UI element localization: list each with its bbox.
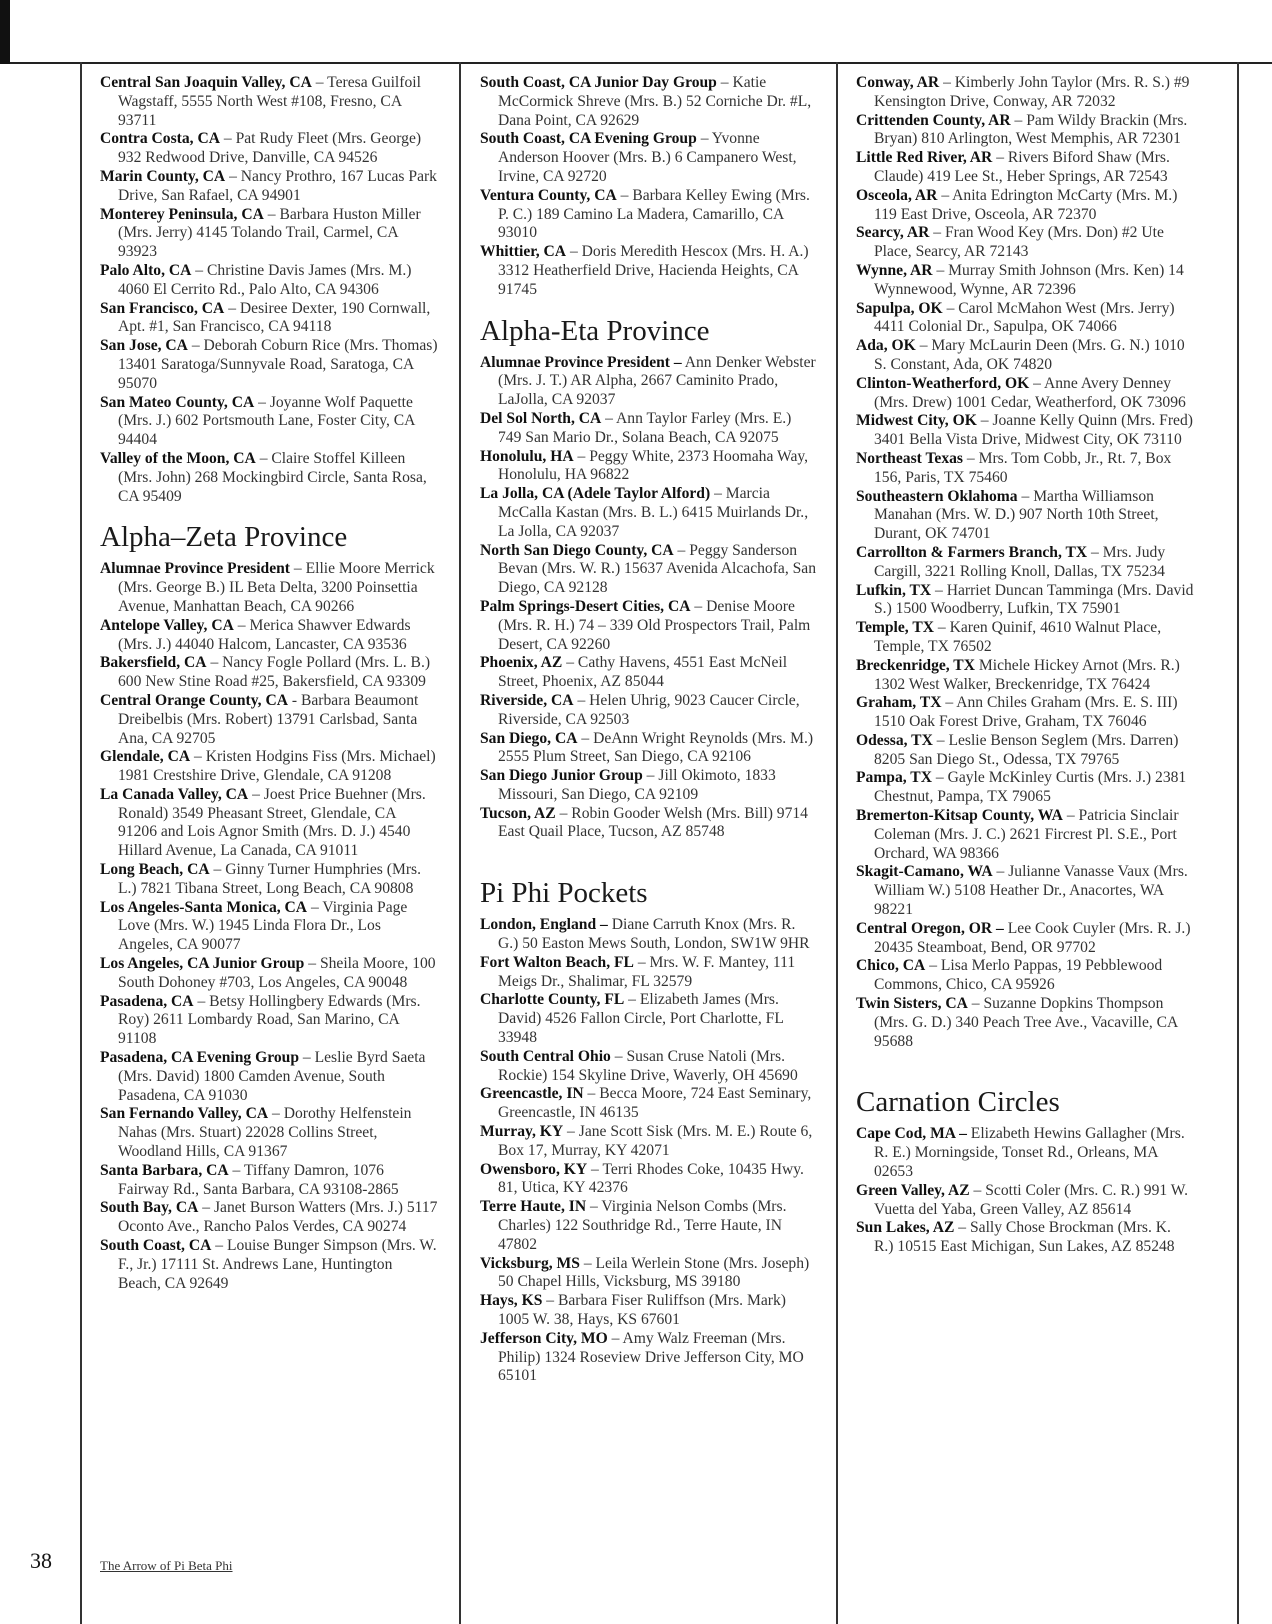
directory-entry bbox=[856, 149, 1194, 187]
entry-contact-text: Elizabeth Hewins Gallagher (Mrs. R. E.) Morningside, Tonset Rd., Orleans, MA 02653 bbox=[874, 1125, 1185, 1181]
entry-chapter-name: Charlotte County, FL bbox=[480, 991, 625, 1009]
directory-entry bbox=[856, 657, 1194, 695]
entry-chapter-name: La Jolla, CA (Adele Taylor Alford) bbox=[480, 485, 711, 503]
entry-contact-text: – Yvonne Anderson Hoover (Mrs. B.) 6 Campanero West, Irvine, CA 92720 bbox=[498, 130, 797, 185]
entry-contact-text: – Teresa Guilfoil Wagstaff, 5555 North West #108, Fresno, CA 93711 bbox=[118, 74, 421, 129]
directory-entry bbox=[480, 1161, 818, 1199]
entry-contact-text: – Suzanne Dopkins Thompson (Mrs. G. D.) 340 Peach Tree Ave., Vacaville, CA 95688 bbox=[874, 995, 1178, 1050]
entry-chapter-name: Bremerton-Kitsap County, WA bbox=[856, 807, 1063, 825]
entry-chapter-name: Pampa, TX bbox=[856, 769, 932, 787]
entry-chapter-name: South Bay, CA bbox=[100, 1199, 199, 1217]
entry-contact-text: – Gayle McKinley Curtis (Mrs. J.) 2381 Chestnut, Pampa, TX 79065 bbox=[874, 769, 1187, 806]
entry-contact-text: Diane Carruth Knox (Mrs. R. G.) 50 Easton Mews South, London, SW1W 9HR bbox=[498, 916, 810, 953]
directory-entry bbox=[480, 130, 818, 186]
entry-chapter-name: Clinton-Weatherford, OK bbox=[856, 374, 1030, 392]
directory-entry bbox=[100, 1049, 438, 1105]
section-heading: Alpha-Eta Province bbox=[480, 314, 710, 347]
entry-contact-text: – Sheila Moore, 100 South Dohoney #703, Los Angeles, CA 90048 bbox=[118, 955, 436, 991]
directory-entry bbox=[856, 450, 1194, 488]
entry-chapter-name: Honolulu, HA bbox=[480, 447, 574, 465]
entry-chapter-name: Little Red River, AR bbox=[856, 149, 993, 167]
entry-chapter-name: Glendale, CA bbox=[100, 748, 191, 766]
directory-entry bbox=[480, 654, 818, 692]
entry-chapter-name: Central Orange County, CA bbox=[100, 691, 288, 709]
directory-entry bbox=[480, 730, 818, 768]
entry-chapter-name: Tucson, AZ bbox=[480, 804, 556, 822]
entry-contact-text: – Susan Cruse Natoli (Mrs. Rockie) 154 Skyline Drive, Waverly, OH 45690 bbox=[498, 1047, 798, 1084]
entry-chapter-name: Ada, OK bbox=[856, 337, 916, 355]
entry-contact-text: – Becca Moore, 724 East Seminary, Greencastle, IN 46135 bbox=[498, 1085, 812, 1122]
entry-chapter-name: Central San Joaquin Valley, CA bbox=[100, 74, 312, 91]
directory-entry bbox=[856, 187, 1194, 225]
entry-contact-text: – Tiffany Damron, 1076 Fairway Rd., Santa Barbara, CA 93108-2865 bbox=[118, 1161, 399, 1198]
directory-entry bbox=[856, 694, 1194, 732]
entry-contact-text: – Patricia Sinclair Coleman (Mrs. J. C.) 2621 Fircrest Pl. S.E., Port Orchard, WA 98366 bbox=[874, 807, 1179, 862]
entry-contact-text: – Lisa Merlo Pappas, 19 Pebblewood Commons, Chico, CA 95926 bbox=[874, 957, 1163, 994]
directory-entry bbox=[100, 337, 438, 393]
entry-contact-text: – Terri Rhodes Coke, 10435 Hwy. 81, Utica, KY 42376 bbox=[498, 1160, 804, 1197]
entry-contact-text: – Martha Williamson Manahan (Mrs. W. D.) 907 North 10th Street, Durant, OK 74701 bbox=[874, 487, 1159, 543]
directory-entry bbox=[856, 807, 1194, 863]
directory-entry bbox=[480, 767, 818, 805]
entry-chapter-name: Sapulpa, OK bbox=[856, 299, 943, 317]
directory-entry bbox=[856, 1182, 1194, 1220]
entry-chapter-name: Skagit-Camano, WA bbox=[856, 863, 993, 881]
directory-entry bbox=[100, 206, 438, 262]
entry-chapter-name: Crittenden County, AR bbox=[856, 111, 1011, 129]
entry-chapter-name: Phoenix, AZ bbox=[480, 654, 563, 672]
directory-entry bbox=[100, 560, 438, 616]
footer-publication-title: The Arrow of Pi Beta Phi bbox=[100, 1558, 233, 1573]
entry-contact-text: – Leila Werlein Stone (Mrs. Joseph) 50 Chapel Hills, Vicksburg, MS 39180 bbox=[498, 1254, 810, 1291]
entry-contact-text: – Jill Okimoto, 1833 Missouri, San Diego, CA 92109 bbox=[498, 767, 776, 803]
entry-chapter-name: Fort Walton Beach, FL bbox=[480, 953, 634, 971]
directory-entry bbox=[856, 112, 1194, 150]
entry-contact-text: Michele Hickey Arnot (Mrs. R.) 1302 West Walker, Breckenridge, TX 76424 bbox=[874, 656, 1180, 693]
entry-chapter-name: Wynne, AR bbox=[856, 261, 933, 279]
entry-chapter-name: San Mateo County, CA bbox=[100, 393, 255, 411]
directory-entry bbox=[856, 544, 1194, 582]
entry-chapter-name: Central Oregon, OR – bbox=[856, 919, 1004, 937]
entry-contact-text: – Mary McLaurin Deen (Mrs. G. N.) 1010 S. Constant, Ada, OK 74820 bbox=[874, 337, 1185, 373]
entry-chapter-name: San Francisco, CA bbox=[100, 299, 225, 317]
entry-contact-text: – Pam Wildy Brackin (Mrs. Bryan) 810 Arlington, West Memphis, AR 72301 bbox=[874, 111, 1188, 148]
column-3 bbox=[856, 74, 1194, 1257]
entry-contact-text: – Murray Smith Johnson (Mrs. Ken) 14 Wynnewood, Wynne, AR 72396 bbox=[874, 261, 1184, 298]
entry-contact-text: Lee Cook Cuyler (Mrs. R. J.) 20435 Steamboat, Bend, OR 97702 bbox=[874, 919, 1191, 956]
directory-entry bbox=[100, 1105, 438, 1161]
entry-contact-text: – Nancy Fogle Pollard (Mrs. L. B.) 600 New Stine Road #25, Bakersfield, CA 93309 bbox=[118, 654, 431, 691]
entry-chapter-name: Hays, KS bbox=[480, 1292, 543, 1310]
directory-entry bbox=[100, 617, 438, 655]
directory-entry bbox=[100, 300, 438, 338]
entry-contact-text: Ann Denker Webster (Mrs. J. T.) AR Alpha, 2667 Caminito Prado, LaJolla, CA 92037 bbox=[498, 353, 816, 409]
entry-contact-text: – Denise Moore (Mrs. R. H.) 74 – 339 Old Prospectors Trail, Palm Desert, CA 92260 bbox=[498, 597, 811, 653]
directory-entry bbox=[856, 262, 1194, 300]
entry-chapter-name: Del Sol North, CA bbox=[480, 409, 602, 427]
directory-entry bbox=[480, 410, 818, 448]
directory-entry bbox=[856, 375, 1194, 413]
entry-chapter-name: Breckenridge, TX bbox=[856, 656, 975, 674]
entry-contact-text: – Kimberly John Taylor (Mrs. R. S.) #9 Kensington Drive, Conway, AR 72032 bbox=[874, 74, 1190, 110]
directory-entry bbox=[856, 769, 1194, 807]
entry-chapter-name: Antelope Valley, CA bbox=[100, 616, 234, 634]
directory-entry bbox=[480, 692, 818, 730]
directory-entry bbox=[100, 168, 438, 206]
directory-entry bbox=[100, 262, 438, 300]
entry-chapter-name: North San Diego County, CA bbox=[480, 541, 674, 559]
entry-contact-text: – Scotti Coler (Mrs. C. R.) 991 W. Vuetta del Yaba, Green Valley, AZ 85614 bbox=[874, 1181, 1188, 1218]
entry-chapter-name: Searcy, AR bbox=[856, 224, 930, 242]
entry-contact-text: – Jane Scott Sisk (Mrs. M. E.) Route 6, Box 17, Murray, KY 42071 bbox=[498, 1123, 813, 1159]
directory-entry bbox=[100, 654, 438, 692]
entry-chapter-name: Sun Lakes, AZ bbox=[856, 1219, 955, 1237]
entry-chapter-name: Pasadena, CA Evening Group bbox=[100, 1049, 300, 1067]
section-heading: Alpha–Zeta Province bbox=[100, 521, 348, 554]
entry-contact-text: – Joyanne Wolf Paquette (Mrs. J.) 602 Portsmouth Lane, Foster City, CA 94404 bbox=[118, 393, 415, 449]
entry-chapter-name: Palm Springs-Desert Cities, CA bbox=[480, 597, 691, 615]
directory-entry bbox=[480, 1048, 818, 1086]
top-rule bbox=[10, 62, 1272, 64]
entry-chapter-name: Temple, TX bbox=[856, 619, 934, 637]
directory-entry bbox=[100, 394, 438, 450]
directory-entry bbox=[480, 1085, 818, 1123]
entry-chapter-name: Los Angeles, CA Junior Group bbox=[100, 955, 305, 973]
entry-contact-text: – Joanne Kelly Quinn (Mrs. Fred) 3401 Bella Vista Drive, Midwest City, OK 73110 bbox=[874, 412, 1193, 449]
directory-entry bbox=[856, 920, 1194, 958]
entry-contact-text: – Fran Wood Key (Mrs. Don) #2 Ute Place, Searcy, AR 72143 bbox=[874, 224, 1164, 261]
entry-contact-text: – Claire Stoffel Killeen (Mrs. John) 268 Mockingbird Circle, Santa Rosa, CA 95409 bbox=[118, 449, 427, 505]
directory-entry bbox=[480, 991, 818, 1047]
entry-chapter-name: Marin County, CA bbox=[100, 167, 226, 185]
column-divider-2 bbox=[836, 62, 838, 1624]
entry-contact-text: – Mrs. Judy Cargill, 3221 Rolling Knoll, Dallas, TX 75234 bbox=[874, 543, 1166, 580]
entry-chapter-name: Cape Cod, MA – bbox=[856, 1125, 967, 1143]
directory-entry bbox=[480, 1330, 818, 1386]
directory-entry bbox=[480, 916, 818, 954]
entry-contact-text: – DeAnn Wright Reynolds (Mrs. M.) 2555 Plum Street, San Diego, CA 92106 bbox=[498, 729, 814, 766]
entry-contact-text: – Amy Walz Freeman (Mrs. Philip) 1324 Roseview Drive Jefferson City, MO 65101 bbox=[498, 1329, 804, 1385]
directory-entry bbox=[856, 224, 1194, 262]
entry-contact-text: – Desiree Dexter, 190 Cornwall, Apt. #1, San Francisco, CA 94118 bbox=[118, 299, 431, 336]
entry-contact-text: – Betsy Hollingbery Edwards (Mrs. Roy) 2611 Lombardy Road, San Marino, CA 91108 bbox=[118, 992, 421, 1048]
section-heading: Pi Phi Pockets bbox=[480, 877, 648, 910]
entry-contact-text: – Ann Chiles Graham (Mrs. E. S. III) 1510 Oak Forest Drive, Graham, TX 76046 bbox=[874, 694, 1178, 731]
directory-entry bbox=[856, 74, 1194, 112]
entry-chapter-name: Alumnae Province President – bbox=[480, 353, 682, 371]
entry-chapter-name: London, England – bbox=[480, 916, 608, 934]
directory-entry bbox=[480, 1292, 818, 1330]
entry-chapter-name: Green Valley, AZ bbox=[856, 1181, 970, 1199]
entry-chapter-name: South Coast, CA Junior Day Group bbox=[480, 74, 717, 91]
directory-entry bbox=[480, 598, 818, 654]
entry-chapter-name: Pasadena, CA bbox=[100, 992, 194, 1010]
entry-contact-text: – Leslie Byrd Saeta (Mrs. David) 1800 Camden Avenue, South Pasadena, CA 91030 bbox=[118, 1049, 426, 1104]
directory-entry bbox=[480, 74, 818, 130]
section-heading: Carnation Circles bbox=[856, 1086, 1060, 1119]
directory-entry bbox=[100, 993, 438, 1049]
directory-entry bbox=[480, 187, 818, 243]
directory-entry bbox=[856, 582, 1194, 620]
directory-entry bbox=[856, 957, 1194, 995]
entry-contact-text: - Barbara Beaumont Dreibelbis (Mrs. Robert) 13791 Carlsbad, Santa Ana, CA 92705 bbox=[118, 691, 419, 747]
entry-contact-text: – Ann Taylor Farley (Mrs. E.) 749 San Mario Dr., Solana Beach, CA 92075 bbox=[498, 409, 792, 446]
column-1 bbox=[100, 74, 438, 1293]
column-divider-1 bbox=[459, 62, 461, 1624]
entry-chapter-name: Long Beach, CA bbox=[100, 861, 210, 879]
entry-contact-text: – Dorothy Helfenstein Nahas (Mrs. Stuart) 22028 Collins Street, Woodland Hills, CA 91367 bbox=[118, 1105, 412, 1161]
entry-chapter-name: Terre Haute, IN bbox=[480, 1198, 587, 1216]
entry-chapter-name: Riverside, CA bbox=[480, 691, 574, 709]
directory-entry bbox=[856, 995, 1194, 1051]
directory-entry bbox=[100, 1237, 438, 1293]
entry-contact-text: – Helen Uhrig, 9023 Caucer Circle, Riverside, CA 92503 bbox=[498, 691, 800, 728]
entry-contact-text: – Barbara Kelley Ewing (Mrs. P. C.) 189 Camino La Madera, Camarillo, CA 93010 bbox=[498, 186, 810, 242]
directory-entry bbox=[856, 300, 1194, 338]
entry-contact-text: – Barbara Huston Miller (Mrs. Jerry) 4145 Tolando Trail, Carmel, CA 93923 bbox=[118, 205, 421, 261]
directory-entry bbox=[480, 354, 818, 410]
entry-chapter-name: Northeast Texas bbox=[856, 449, 963, 467]
directory-entry bbox=[480, 485, 818, 541]
entry-contact-text: – Sally Chose Brockman (Mrs. K. R.) 10515 East Michigan, Sun Lakes, AZ 85248 bbox=[874, 1219, 1175, 1256]
entry-contact-text: – Ginny Turner Humphries (Mrs. L.) 7821 Tibana Street, Long Beach, CA 90808 bbox=[118, 861, 421, 897]
entry-chapter-name: Monterey Peninsula, CA bbox=[100, 205, 264, 223]
entry-contact-text: – Julianne Vanasse Vaux (Mrs. William W.) 5108 Heather Dr., Anacortes, WA 98221 bbox=[874, 863, 1188, 919]
entry-chapter-name: South Coast, CA Evening Group bbox=[480, 130, 697, 148]
entry-chapter-name: South Central Ohio bbox=[480, 1047, 611, 1065]
entry-chapter-name: Alumnae Province President bbox=[100, 560, 290, 578]
directory-entry bbox=[100, 861, 438, 899]
directory-entry bbox=[856, 488, 1194, 544]
entry-contact-text: – Virginia Nelson Combs (Mrs. Charles) 122 Southridge Rd., Terre Haute, IN 47802 bbox=[498, 1198, 787, 1253]
entry-contact-text: – Karen Quinif, 4610 Walnut Place, Temple, TX 76502 bbox=[874, 619, 1162, 655]
entry-chapter-name: Odessa, TX bbox=[856, 731, 933, 749]
entry-contact-text: – Nancy Prothro, 167 Lucas Park Drive, San Rafael, CA 94901 bbox=[118, 167, 437, 204]
entry-chapter-name: Carrollton & Farmers Branch, TX bbox=[856, 543, 1088, 561]
directory-entry bbox=[480, 954, 818, 992]
entry-chapter-name: Whittier, CA bbox=[480, 243, 567, 261]
entry-chapter-name: San Fernando Valley, CA bbox=[100, 1105, 269, 1123]
entry-chapter-name: Bakersfield, CA bbox=[100, 654, 207, 672]
entry-contact-text: – Deborah Coburn Rice (Mrs. Thomas) 13401 Saratoga/Sunnyvale Road, Saratoga, CA 95070 bbox=[118, 337, 438, 392]
entry-contact-text: – Rivers Biford Shaw (Mrs. Claude) 419 Lee St., Heber Springs, AR 72543 bbox=[874, 149, 1170, 185]
entry-contact-text: – Harriet Duncan Tamminga (Mrs. David S.) 1500 Woodberry, Lufkin, TX 75901 bbox=[874, 581, 1194, 618]
directory-entry bbox=[856, 1219, 1194, 1257]
directory-entry bbox=[100, 748, 438, 786]
entry-chapter-name: San Diego, CA bbox=[480, 729, 578, 747]
entry-chapter-name: Vicksburg, MS bbox=[480, 1254, 580, 1272]
entry-contact-text: – Kristen Hodgins Fiss (Mrs. Michael) 1981 Crestshire Drive, Glendale, CA 91208 bbox=[118, 748, 436, 785]
entry-chapter-name: La Canada Valley, CA bbox=[100, 785, 249, 803]
entry-contact-text: – Barbara Fiser Ruliffson (Mrs. Mark) 1005 W. 38, Hays, KS 67601 bbox=[498, 1292, 786, 1329]
entry-contact-text: – Robin Gooder Welsh (Mrs. Bill) 9714 East Quail Place, Tucson, AZ 85748 bbox=[498, 804, 808, 841]
right-margin-rule bbox=[1237, 62, 1239, 1624]
entry-chapter-name: South Coast, CA bbox=[100, 1237, 212, 1255]
directory-entry bbox=[100, 1162, 438, 1200]
entry-chapter-name: Owensboro, KY bbox=[480, 1160, 588, 1178]
entry-chapter-name: Chico, CA bbox=[856, 957, 926, 975]
entry-contact-text: – Cathy Havens, 4551 East McNeil Street, Phoenix, AZ 85044 bbox=[498, 654, 788, 691]
entry-chapter-name: Conway, AR bbox=[856, 74, 940, 91]
entry-contact-text: – Merica Shawver Edwards (Mrs. J.) 44040 Halcom, Lancaster, CA 93536 bbox=[118, 616, 411, 653]
left-margin-rule bbox=[80, 62, 82, 1624]
directory-entry bbox=[100, 692, 438, 748]
entry-contact-text: – Peggy White, 2373 Hoomaha Way, Honolulu, HA 96822 bbox=[498, 447, 809, 484]
entry-chapter-name: Midwest City, OK bbox=[856, 412, 977, 430]
entry-contact-text: – Ellie Moore Merrick (Mrs. George B.) IL Beta Delta, 3200 Poinsettia Avenue, Manhattan Beach, CA 90266 bbox=[118, 560, 435, 615]
directory-entry bbox=[856, 619, 1194, 657]
entry-chapter-name: Greencastle, IN bbox=[480, 1085, 584, 1103]
entry-chapter-name: Los Angeles-Santa Monica, CA bbox=[100, 898, 308, 916]
entry-contact-text: – Virginia Page Love (Mrs. W.) 1945 Linda Flora Dr., Los Angeles, CA 90077 bbox=[118, 898, 408, 954]
entry-chapter-name: Ventura County, CA bbox=[480, 186, 617, 204]
entry-contact-text: – Katie McCormick Shreve (Mrs. B.) 52 Corniche Dr. #L, Dana Point, CA 92629 bbox=[498, 74, 812, 129]
entry-chapter-name: Contra Costa, CA bbox=[100, 130, 220, 148]
entry-chapter-name: Santa Barbara, CA bbox=[100, 1161, 229, 1179]
entry-chapter-name: Osceola, AR bbox=[856, 186, 938, 204]
entry-contact-text: – Janet Burson Watters (Mrs. J.) 5117 Oconto Ave., Rancho Palos Verdes, CA 90274 bbox=[118, 1199, 438, 1236]
entry-chapter-name: Murray, KY bbox=[480, 1123, 564, 1141]
directory-entry bbox=[100, 130, 438, 168]
column-2 bbox=[480, 74, 818, 1386]
entry-chapter-name: Jefferson City, MO bbox=[480, 1329, 608, 1347]
entry-contact-text: – Louise Bunger Simpson (Mrs. W. F., Jr.) 17111 St. Andrews Lane, Huntington Beach, CA 92649 bbox=[118, 1237, 437, 1292]
directory-entry bbox=[100, 955, 438, 993]
entry-contact-text: – Pat Rudy Fleet (Mrs. George) 932 Redwood Drive, Danville, CA 94526 bbox=[118, 130, 422, 167]
entry-chapter-name: Palo Alto, CA bbox=[100, 261, 192, 279]
directory-entry bbox=[856, 732, 1194, 770]
entry-chapter-name: San Diego Junior Group bbox=[480, 767, 643, 785]
directory-entry bbox=[480, 1198, 818, 1254]
directory-entry bbox=[480, 1255, 818, 1293]
entry-chapter-name: Valley of the Moon, CA bbox=[100, 449, 256, 467]
entry-contact-text: – Christine Davis James (Mrs. M.) 4060 El Cerrito Rd., Palo Alto, CA 94306 bbox=[118, 261, 412, 298]
directory-entry bbox=[856, 412, 1194, 450]
directory-entry bbox=[100, 450, 438, 506]
scan-corner-mark bbox=[0, 0, 10, 64]
page-number: 38 bbox=[30, 1548, 52, 1573]
entry-contact-text: – Joest Price Buehner (Mrs. Ronald) 3549 Pheasant Street, Glendale, CA 91206 and Lois Agnor Smith (Mrs. D. J.) 4540 Hillard Avenue, La Canada, CA 91011 bbox=[118, 785, 426, 860]
entry-contact-text: – Anita Edrington McCarty (Mrs. M.) 119 East Drive, Osceola, AR 72370 bbox=[874, 186, 1178, 223]
entry-chapter-name: Southeastern Oklahoma bbox=[856, 487, 1018, 505]
directory-entry bbox=[480, 448, 818, 486]
directory-entry bbox=[480, 542, 818, 598]
directory-entry bbox=[100, 1199, 438, 1237]
entry-contact-text: – Doris Meredith Hescox (Mrs. H. A.) 3312 Heatherfield Drive, Hacienda Heights, CA 91745 bbox=[498, 243, 809, 298]
entry-contact-text: – Leslie Benson Seglem (Mrs. Darren) 8205 San Diego St., Odessa, TX 79765 bbox=[874, 731, 1179, 768]
directory-entry bbox=[480, 805, 818, 843]
entry-contact-text: – Marcia McCalla Kastan (Mrs. B. L.) 6415 Muirlands Dr., La Jolla, CA 92037 bbox=[498, 485, 809, 540]
directory-entry bbox=[480, 243, 818, 299]
entry-contact-text: – Anne Avery Denney (Mrs. Drew) 1001 Cedar, Weatherford, OK 73096 bbox=[874, 374, 1186, 411]
entry-contact-text: – Mrs. Tom Cobb, Jr., Rt. 7, Box 156, Paris, TX 75460 bbox=[874, 449, 1172, 486]
directory-entry bbox=[856, 1125, 1194, 1181]
entry-contact-text: – Peggy Sanderson Bevan (Mrs. W. R.) 15637 Avenida Alcachofa, San Diego, CA 92128 bbox=[498, 541, 817, 597]
directory-entry bbox=[856, 337, 1194, 375]
entry-chapter-name: San Jose, CA bbox=[100, 337, 188, 355]
entry-contact-text: – Carol McMahon West (Mrs. Jerry) 4411 Colonial Dr., Sapulpa, OK 74066 bbox=[874, 299, 1175, 336]
entry-chapter-name: Graham, TX bbox=[856, 694, 942, 712]
entry-contact-text: – Mrs. W. F. Mantey, 111 Meigs Dr., Shalimar, FL 32579 bbox=[498, 953, 796, 990]
entry-chapter-name: Lufkin, TX bbox=[856, 581, 932, 599]
entry-chapter-name: Twin Sisters, CA bbox=[856, 995, 968, 1013]
entry-contact-text: – Elizabeth James (Mrs. David) 4526 Fallon Circle, Port Charlotte, FL 33948 bbox=[498, 991, 784, 1047]
directory-entry bbox=[100, 786, 438, 861]
directory-entry bbox=[100, 899, 438, 955]
directory-entry bbox=[100, 74, 438, 130]
directory-entry bbox=[480, 1123, 818, 1161]
directory-entry bbox=[856, 863, 1194, 919]
